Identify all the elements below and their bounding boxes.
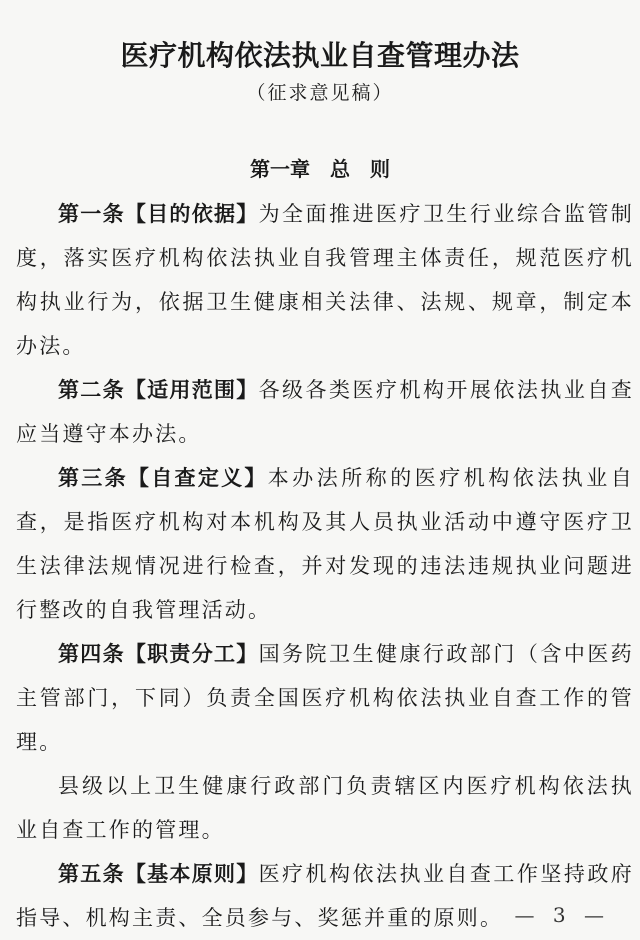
- article-list: [16, 192, 634, 940]
- article-text: 国务院卫生健康行政部门（含中医药主管部门，下同）负责全国医疗机构依法执业自查工作的管理。: [16, 642, 635, 754]
- article-text: 本办法所称的医疗机构依法执业自查，是指医疗机构对本机构及其人员执业活动中遵守医疗卫生法律法规情况进行检查，并对发现的违法违规执业问题进行整改的自我管理活动。: [16, 466, 635, 622]
- article-1: [16, 192, 634, 368]
- article-label: 第三条【自查定义】: [58, 466, 268, 490]
- article-4: [16, 632, 634, 764]
- article-4-continued: [16, 764, 634, 852]
- article-2: [16, 368, 634, 456]
- article-label: 第四条【职责分工】: [58, 642, 259, 666]
- document-subtitle: （征求意见稿）: [246, 82, 394, 104]
- article-text: 各级各类医疗机构开展依法执业自查应当遵守本办法。: [16, 378, 635, 446]
- article-text: 县级以上卫生健康行政部门负责辖区内医疗机构依法执业自查工作的管理。: [16, 774, 634, 842]
- article-label: 第五条【基本原则】: [58, 862, 259, 886]
- article-text: 为全面推进医疗卫生行业综合监管制度，落实医疗机构依法执业自我管理主体责任，规范医疗机构执业行为，依据卫生健康相关法律、法规、规章，制定本办法。: [16, 202, 635, 358]
- article-text: 医疗机构依法执业自查工作坚持政府指导、机构主责、全员参与、奖惩并重的原则。: [16, 862, 635, 930]
- article-label: 第一条【目的依据】: [58, 202, 259, 226]
- article-label: 第二条【适用范围】: [58, 378, 259, 402]
- chapter-title: 第一章 总 则: [250, 157, 390, 181]
- article-3: [16, 456, 634, 632]
- page-number: — 3 —: [514, 903, 610, 927]
- document-title: 医疗机构依法执业自查管理办法: [120, 39, 520, 72]
